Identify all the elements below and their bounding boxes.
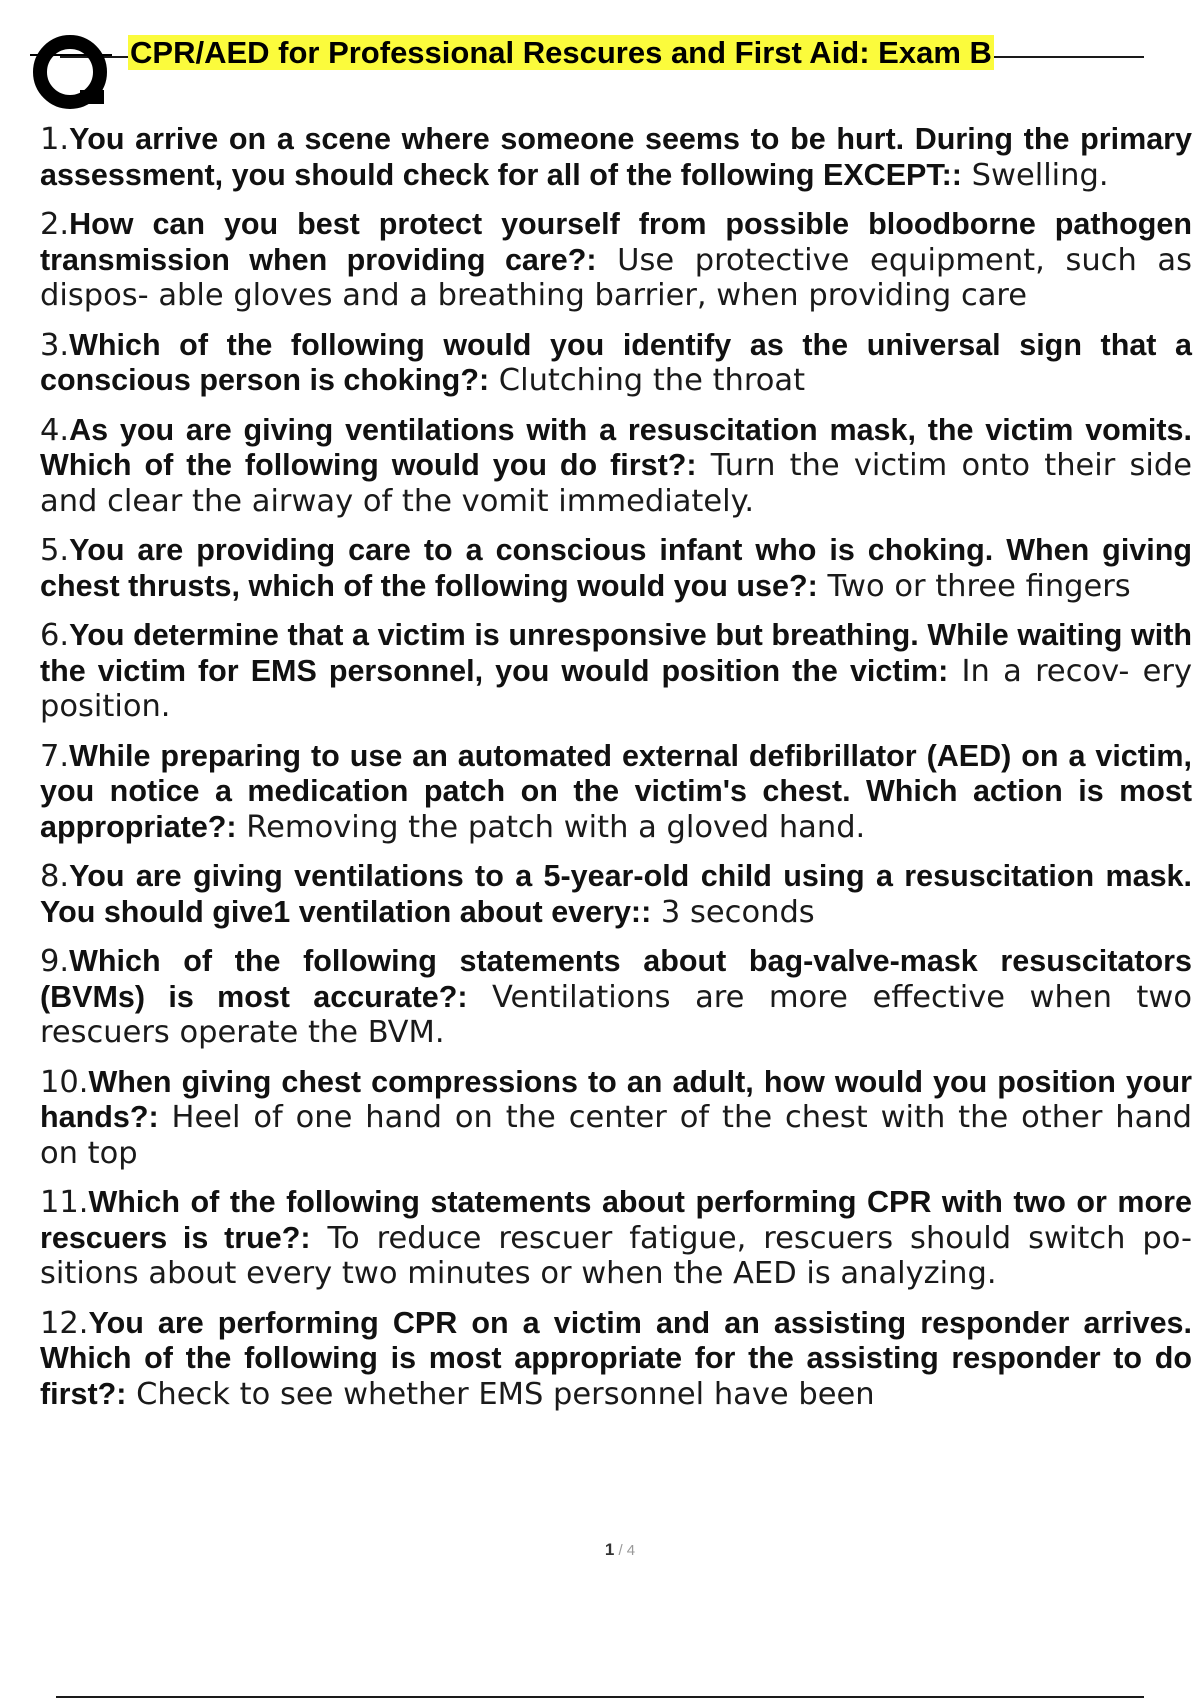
question-item	[40, 618, 1192, 725]
footer-rule	[56, 1696, 1144, 1698]
answer-text: Swelling.	[961, 157, 1109, 193]
answer-text: Check to see whether EMS personnel have been	[126, 1376, 875, 1412]
answer-text: Ventilations are more effective when two rescuers operate the BVM.	[40, 979, 1192, 1050]
question-item	[40, 944, 1192, 1051]
answer-text: In a recov- ery position.	[40, 653, 1192, 724]
question-item	[40, 1065, 1192, 1172]
answer-text: To reduce rescuer fatigue, rescuers should switch po- sitions about every two minutes or when the AED is analyzing.	[40, 1220, 1192, 1291]
question-text: As you are giving ventilations with a resuscitation mask, the victim vomits. Which of the following would you do first?:	[40, 412, 1192, 482]
question-number: 5.	[40, 533, 70, 568]
question-text: Which of the following statements about bag-valve-mask resuscitators (BVMs) is most accurate?:	[40, 944, 1192, 1014]
question-number: 11.	[40, 1185, 89, 1220]
quizlet-q-logo-icon	[30, 34, 112, 112]
answer-text: Removing the patch with a gloved hand.	[236, 809, 866, 845]
question-number: 2.	[40, 207, 70, 242]
page-indicator	[0, 1540, 1200, 1560]
document-title: CPR/AED for Professional Rescures and First Aid: Exam B	[130, 35, 992, 70]
answer-text: Two or three fingers	[817, 568, 1131, 604]
question-item	[40, 533, 1192, 604]
answer-text: Turn the victim onto their side and clear the airway of the vomit immediately.	[40, 448, 1192, 519]
question-text: You determine that a victim is unresponsive but breathing. While waiting with the victim for EMS personnel, you would position the victim:	[40, 618, 1192, 688]
answer-text: Clutching the throat	[489, 363, 806, 398]
question-text: While preparing to use an automated external defibrillator (AED) on a victim, you notice a medication patch on the victim's chest. Which action is most appropriate?:	[40, 738, 1192, 844]
question-text: Which of the following would you identify as the universal sign that a conscious person is choking?:	[40, 327, 1192, 397]
question-number: 7.	[40, 738, 70, 774]
question-number: 3.	[40, 327, 70, 363]
question-item	[40, 859, 1192, 930]
question-item	[40, 1306, 1192, 1413]
question-text: When giving chest compressions to an adult, how would you position your hands?:	[40, 1064, 1192, 1134]
question-number: 9.	[40, 944, 70, 979]
question-number: 12.	[40, 1305, 89, 1341]
question-item	[40, 1185, 1192, 1292]
answer-text: Heel of one hand on the center of the chest with the other hand on top	[40, 1100, 1192, 1171]
answer-text: 3 seconds	[651, 894, 815, 930]
document-title-block	[128, 34, 1008, 72]
question-text: You are performing CPR on a victim and an assisting responder arrives. Which of the following is most appropriate for the assisting responder to do first?:	[40, 1305, 1192, 1411]
question-number: 4.	[40, 412, 70, 448]
question-number: 10.	[40, 1064, 89, 1100]
question-number: 1.	[40, 122, 70, 157]
question-text: Which of the following statements about performing CPR with two or more rescuers is true?:	[40, 1185, 1192, 1255]
question-number: 8.	[40, 859, 70, 894]
current-page-number: 1	[604, 1540, 615, 1559]
question-item	[40, 328, 1192, 399]
question-item	[40, 122, 1192, 193]
total-pages: / 4	[614, 1542, 636, 1559]
question-item	[40, 739, 1192, 846]
question-text: How can you best protect yourself from possible bloodborne pathogen transmission when providing care?:	[40, 207, 1192, 277]
question-number: 6.	[40, 618, 70, 653]
question-item	[40, 207, 1192, 314]
question-list	[40, 122, 1192, 1426]
question-item	[40, 413, 1192, 520]
question-text: You arrive on a scene where someone seems to be hurt. During the primary assessment, you should check for all of the following EXCEPT::	[40, 122, 1192, 192]
answer-text: Use protective equipment, such as dispos- able gloves and a breathing barrier, when providing care	[40, 242, 1192, 313]
question-text: You are providing care to a conscious infant who is choking. When giving chest thrusts, which of the following would you use?:	[40, 533, 1192, 603]
question-text: You are giving ventilations to a 5-year-old child using a resuscitation mask. You should give1 ventilation about every::	[40, 859, 1192, 929]
